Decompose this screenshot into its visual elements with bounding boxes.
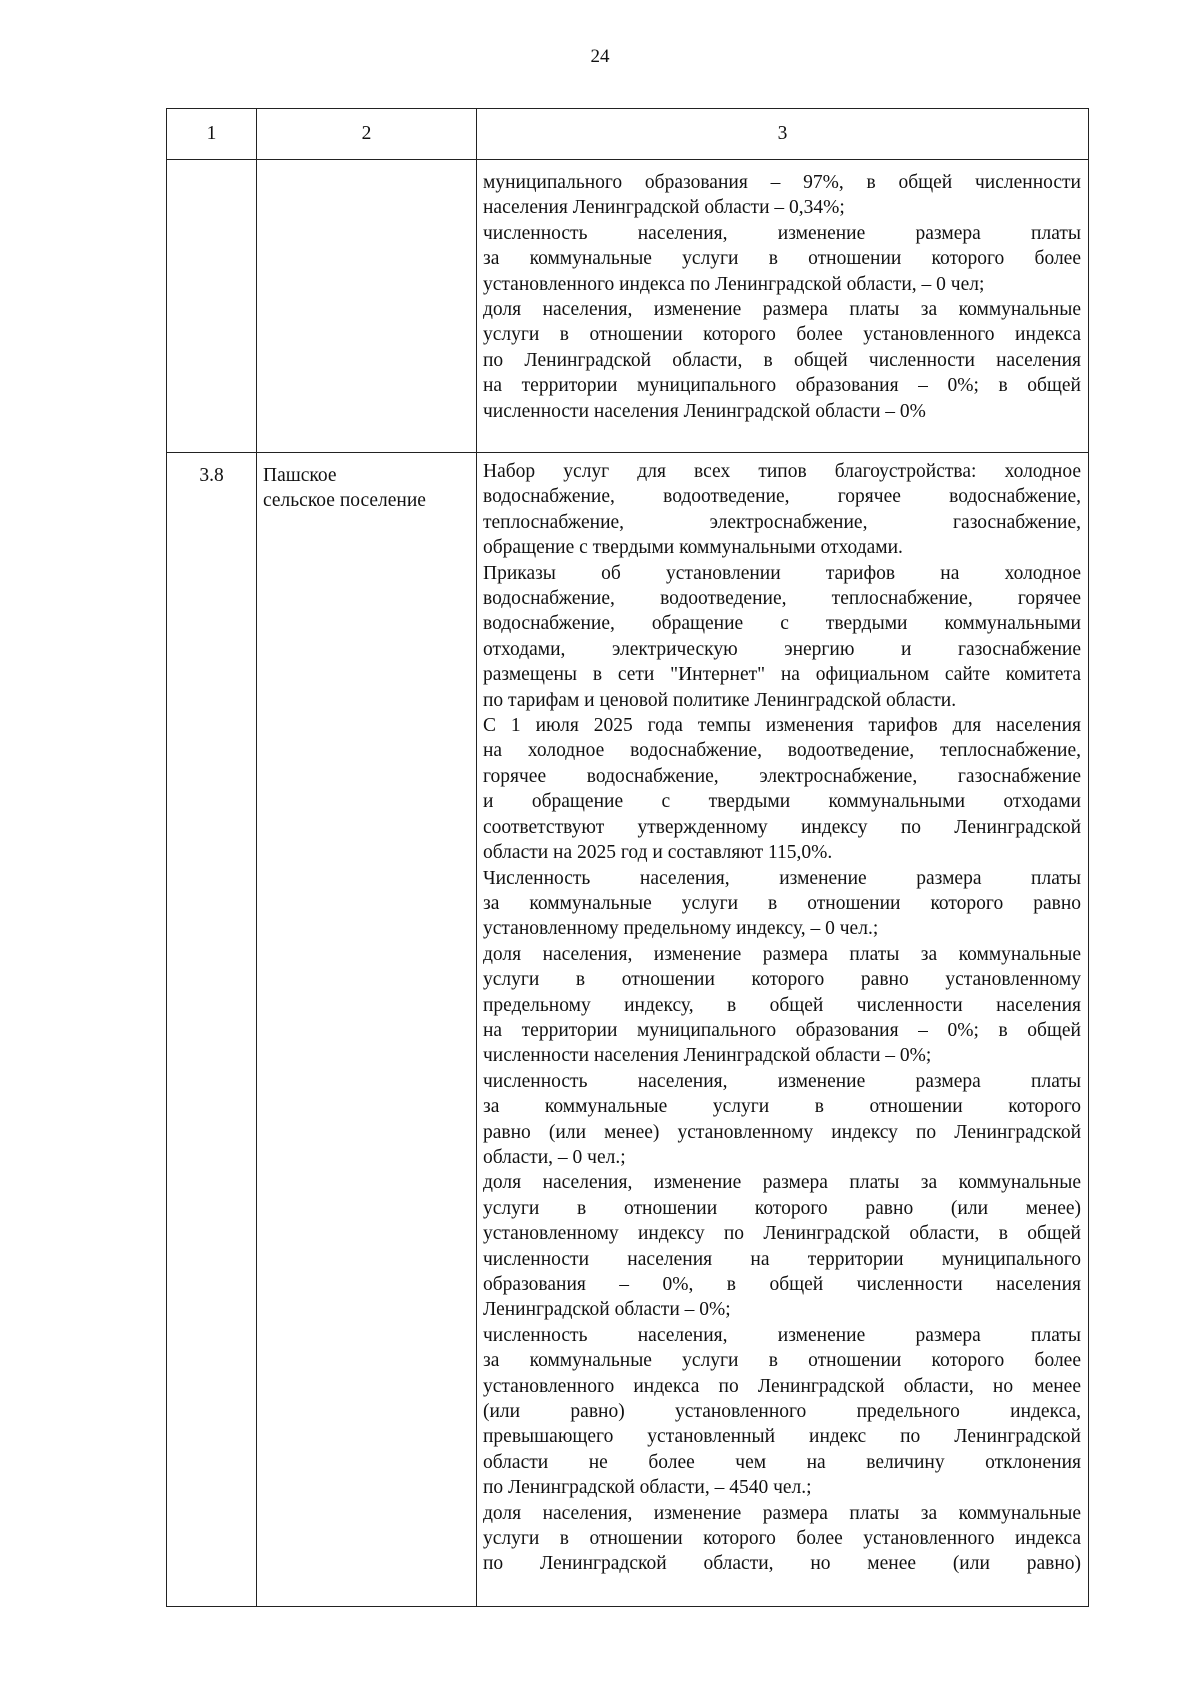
text-line: численность населения, изменение размера платы bbox=[483, 1324, 1081, 1346]
text-line: размещены в сети "Интернет" на официальном сайте комитета bbox=[483, 664, 1081, 686]
text-line: установленному предельному индексу, – 0 чел.; bbox=[483, 918, 879, 940]
text-line: установленному индексу по Ленинградской области, в общей bbox=[483, 1223, 1081, 1245]
text-line: обращение с твердыми коммунальными отходами. bbox=[483, 537, 903, 559]
text-line: по тарифам и ценовой политике Ленинградской области. bbox=[483, 689, 957, 711]
text-line: Набор услуг для всех типов благоустройства: холодное bbox=[483, 461, 1081, 482]
text-line: Численность населения, изменение размера платы bbox=[483, 867, 1081, 889]
text-line: Приказы об установлении тарифов на холодное bbox=[483, 562, 1081, 584]
table-header-row bbox=[167, 109, 1089, 160]
text-line: по Ленинградской области, в общей численности населения bbox=[483, 349, 1081, 371]
text-line: за коммунальные услуги в отношении которого равно bbox=[483, 892, 1081, 914]
municipality-name bbox=[257, 160, 477, 453]
text-line: за коммунальные услуги в отношении которого более bbox=[483, 248, 1081, 270]
text-line: водоснабжение, водоотведение, теплоснабжение, горячее bbox=[483, 588, 1081, 610]
text-line: услуги в отношении которого равно (или менее) bbox=[483, 1197, 1081, 1219]
text-line: численности населения на территории муниципального bbox=[483, 1248, 1081, 1270]
text-line: доля населения, изменение размера платы за коммунальные bbox=[483, 1502, 1081, 1524]
text-line: Ленинградской области – 0%; bbox=[483, 1299, 731, 1321]
text-line: на территории муниципального образования – 0%; в общей bbox=[483, 375, 1081, 397]
text-line: доля населения, изменение размера платы за коммунальные bbox=[483, 299, 1081, 321]
text-line: на холодное водоснабжение, водоотведение, теплоснабжение, bbox=[483, 740, 1081, 762]
text-line: водоснабжение, водоотведение, горячее водоснабжение, bbox=[483, 486, 1081, 508]
table-row bbox=[167, 160, 1089, 453]
text-line: равно (или менее) установленному индексу по Ленинградской bbox=[483, 1121, 1081, 1143]
text-line: численности населения Ленинградской области – 0%; bbox=[483, 1045, 932, 1067]
text-line: муниципального образования – 97%, в общей численности bbox=[483, 172, 1081, 193]
data-table bbox=[166, 108, 1089, 1607]
text-line: предельному индексу, в общей численности населения bbox=[483, 994, 1081, 1016]
text-line: области не более чем на величину отклонения bbox=[483, 1451, 1081, 1473]
text-line: за коммунальные услуги в отношении которого bbox=[483, 1096, 1081, 1118]
text-line: водоснабжение, обращение с твердыми коммунальными bbox=[483, 613, 1081, 635]
text-line: С 1 июля 2025 года темпы изменения тарифов для населения bbox=[483, 715, 1081, 737]
header-col-1: 1 bbox=[167, 109, 257, 160]
text-line: доля населения, изменение размера платы за коммунальные bbox=[483, 943, 1081, 965]
municipality-name bbox=[257, 453, 477, 1607]
text-line: услуги в отношении которого равно установленному bbox=[483, 969, 1081, 991]
header-col-2: 2 bbox=[257, 109, 477, 160]
text-line: численность населения, изменение размера платы bbox=[483, 1070, 1081, 1092]
text-line: соответствуют утвержденному индексу по Ленинградской bbox=[483, 816, 1081, 838]
header-col-3: 3 bbox=[477, 109, 1089, 160]
row-number bbox=[167, 160, 257, 453]
text-line: установленного индекса по Ленинградской области, но менее bbox=[483, 1375, 1081, 1397]
text-line: установленного индекса по Ленинградской области, – 0 чел; bbox=[483, 273, 985, 295]
text-line: услуги в отношении которого более установленного индекса bbox=[483, 324, 1081, 346]
text-line: и обращение с твердыми коммунальными отходами bbox=[483, 791, 1081, 813]
row-description bbox=[477, 160, 1089, 453]
text-line: услуги в отношении которого более установленного индекса bbox=[483, 1528, 1081, 1550]
text-line: горячее водоснабжение, электроснабжение, газоснабжение bbox=[483, 765, 1081, 787]
text-line: области на 2025 год и составляют 115,0%. bbox=[483, 842, 833, 864]
text-line: по Ленинградской области, но менее (или равно) bbox=[483, 1553, 1081, 1575]
text-line: (или равно) установленного предельного индекса, bbox=[483, 1401, 1081, 1423]
text-line: отходами, электрическую энергию и газоснабжение bbox=[483, 638, 1081, 660]
municipality-name-line: сельское поселение bbox=[263, 490, 426, 512]
text-line: области, – 0 чел.; bbox=[483, 1146, 626, 1168]
table-row bbox=[167, 453, 1089, 1607]
text-line: по Ленинградской области, – 4540 чел.; bbox=[483, 1477, 812, 1499]
text-line: теплоснабжение, электроснабжение, газоснабжение, bbox=[483, 511, 1081, 533]
row-number: 3.8 bbox=[167, 453, 257, 1607]
text-line: превышающего установленный индекс по Ленинградской bbox=[483, 1426, 1081, 1448]
text-line: за коммунальные услуги в отношении которого более bbox=[483, 1350, 1081, 1372]
text-line: населения Ленинградской области – 0,34%; bbox=[483, 197, 845, 219]
text-line: численности населения Ленинградской области – 0% bbox=[483, 400, 926, 422]
page-number: 24 bbox=[590, 46, 610, 67]
text-line: доля населения, изменение размера платы за коммунальные bbox=[483, 1172, 1081, 1194]
row-description bbox=[477, 453, 1089, 1607]
text-line: на территории муниципального образования – 0%; в общей bbox=[483, 1019, 1081, 1041]
text-line: образования – 0%, в общей численности населения bbox=[483, 1274, 1081, 1295]
text-line: численность населения, изменение размера платы bbox=[483, 222, 1081, 244]
municipality-name-line: Пашское bbox=[263, 465, 337, 486]
